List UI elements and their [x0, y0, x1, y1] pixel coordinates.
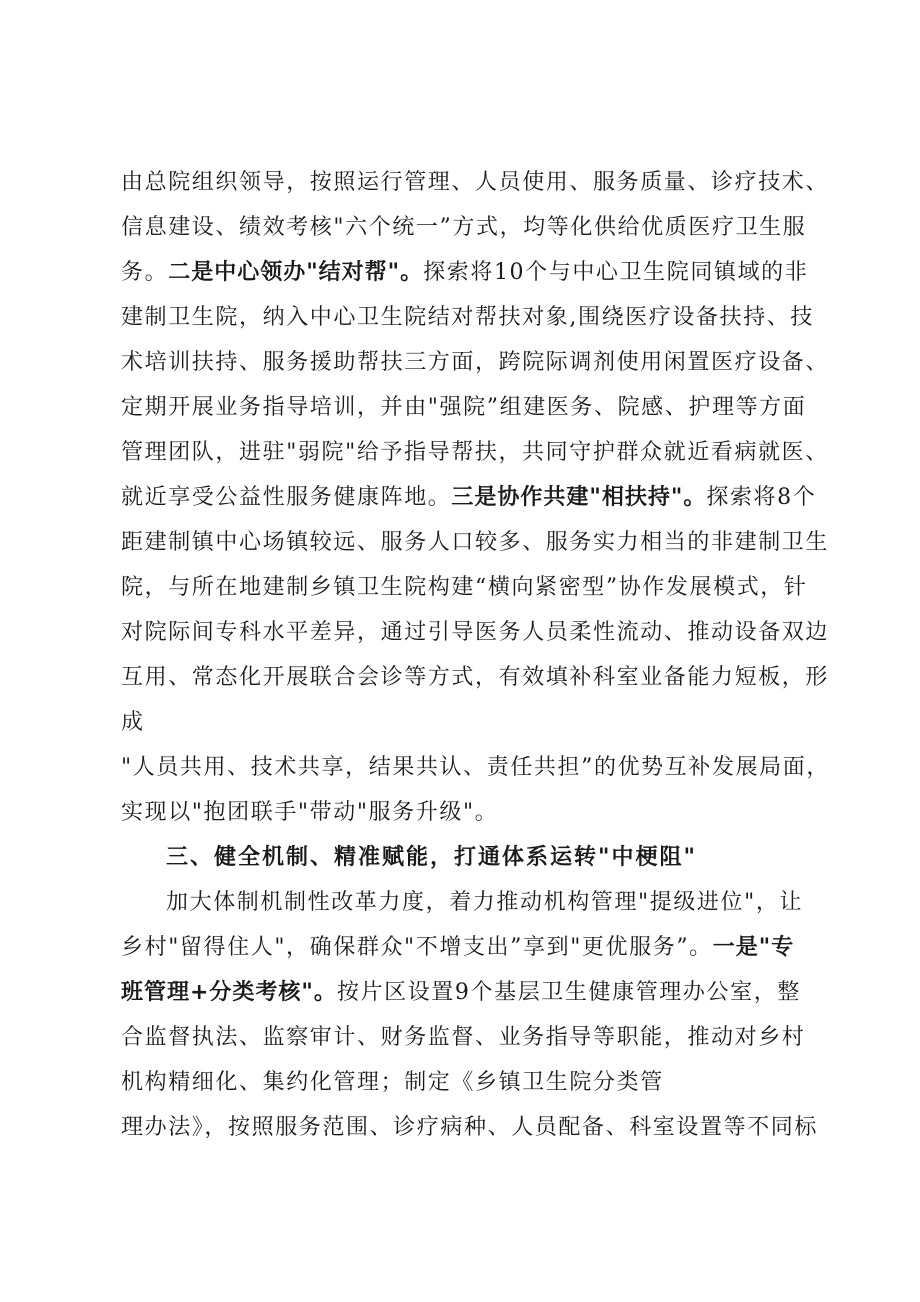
text-run: 理办法》，按照服务范围、诊疗病种、人员配备、科室设置等不同标: [121, 1115, 819, 1140]
body-line: [121, 397, 806, 419]
body-line: [121, 577, 808, 599]
bold-run: 三是协作共建"相扶持"。: [451, 485, 707, 510]
text-run: 距建制镇中心场镇较远、服务人口较多、服务实力相当的非建制卫生: [121, 530, 830, 555]
text-run: 务。: [121, 260, 169, 285]
text-run: 信息建设、绩效考核"六个统一”方式，均等化供给优质医疗卫生服: [121, 215, 807, 240]
body-line: [121, 217, 806, 239]
text-run: 就近享受公益性服务健康阵地。: [121, 485, 452, 510]
body-line: [121, 172, 829, 194]
body-line: [121, 667, 829, 689]
text-run: 院，与所在地建制乡镇卫生院构建“横向紧密型”协作发展模式，针: [121, 575, 808, 600]
text-run: 实现以"抱团联手"带动"服务升级"。: [121, 800, 499, 825]
text-run: 术培训扶持、服务援助帮扶三方面，跨院际调剂使用闲置医疗设备、: [121, 350, 830, 375]
text-run: 管理团队，进驻"弱院"给予指导帮扶，共同守护群众就近看病就医、: [121, 440, 829, 465]
text-run: 乡村"留得住人"，确保群众"不增支出”享到"更优服务”。: [121, 935, 713, 960]
body-line: [166, 892, 803, 914]
body-line: [121, 442, 829, 464]
text-run: 探索将8个: [706, 485, 817, 510]
text-run: 合监督执法、监察审计、财务监督、业务指导等职能，推动对乡村: [121, 1025, 806, 1050]
bold-run: 班管理+分类考核"。: [121, 980, 337, 1005]
text-run: 成: [121, 710, 145, 735]
body-line: [121, 307, 814, 329]
body-line: [121, 1117, 818, 1139]
bold-run: 一是"专: [712, 935, 795, 960]
body-line: [121, 1072, 664, 1094]
body-line: [121, 352, 829, 374]
text-run: 定期开展业务指导培训，并由"强院”组建医务、院感、护理等方面: [121, 395, 807, 420]
text-run: 互用、常态化开展联合会诊等方式，有效填补科室业备能力短板，形: [121, 665, 830, 690]
body-line: [121, 802, 498, 824]
body-line: [121, 487, 816, 509]
text-run: 由总院组织领导，按照运行管理、人员使用、服务质量、诊疗技术、: [121, 170, 830, 195]
body-line: [121, 712, 145, 734]
text-run: "人员共用、技术共享，结果共认、责任共担”的优势互补发展局面，: [121, 755, 830, 780]
bold-run: 二是中心领办"结对帮"。: [168, 260, 424, 285]
text-run: 建制卫生院，纳入中心卫生院结对帮扶对象,围绕医疗设备扶持、技: [121, 305, 814, 330]
body-line: [121, 532, 829, 554]
text-run: 探索将10个与中心卫生院同镇域的非: [423, 260, 809, 285]
body-line: [121, 262, 808, 284]
section-heading: 三、健全机制、精准赋能，打通体系运转"中梗阻": [166, 845, 697, 870]
body-line: [121, 1027, 805, 1049]
body-line: [121, 757, 830, 779]
text-run: 对院际间专科水平差异，通过引导医务人员柔性流动、推动设备双边: [121, 620, 830, 645]
text-run: 按片区设置9个基层卫生健康管理办公室，整: [336, 980, 801, 1005]
body-line: [121, 982, 801, 1004]
text-run: 机构精细化、集约化管理；制定《乡镇卫生院分类管: [121, 1070, 664, 1095]
body-line: [121, 622, 829, 644]
text-run: 加大体制机制性改革力度，着力推动机构管理"提级进位"，让: [166, 890, 804, 915]
body-line: [121, 937, 794, 959]
